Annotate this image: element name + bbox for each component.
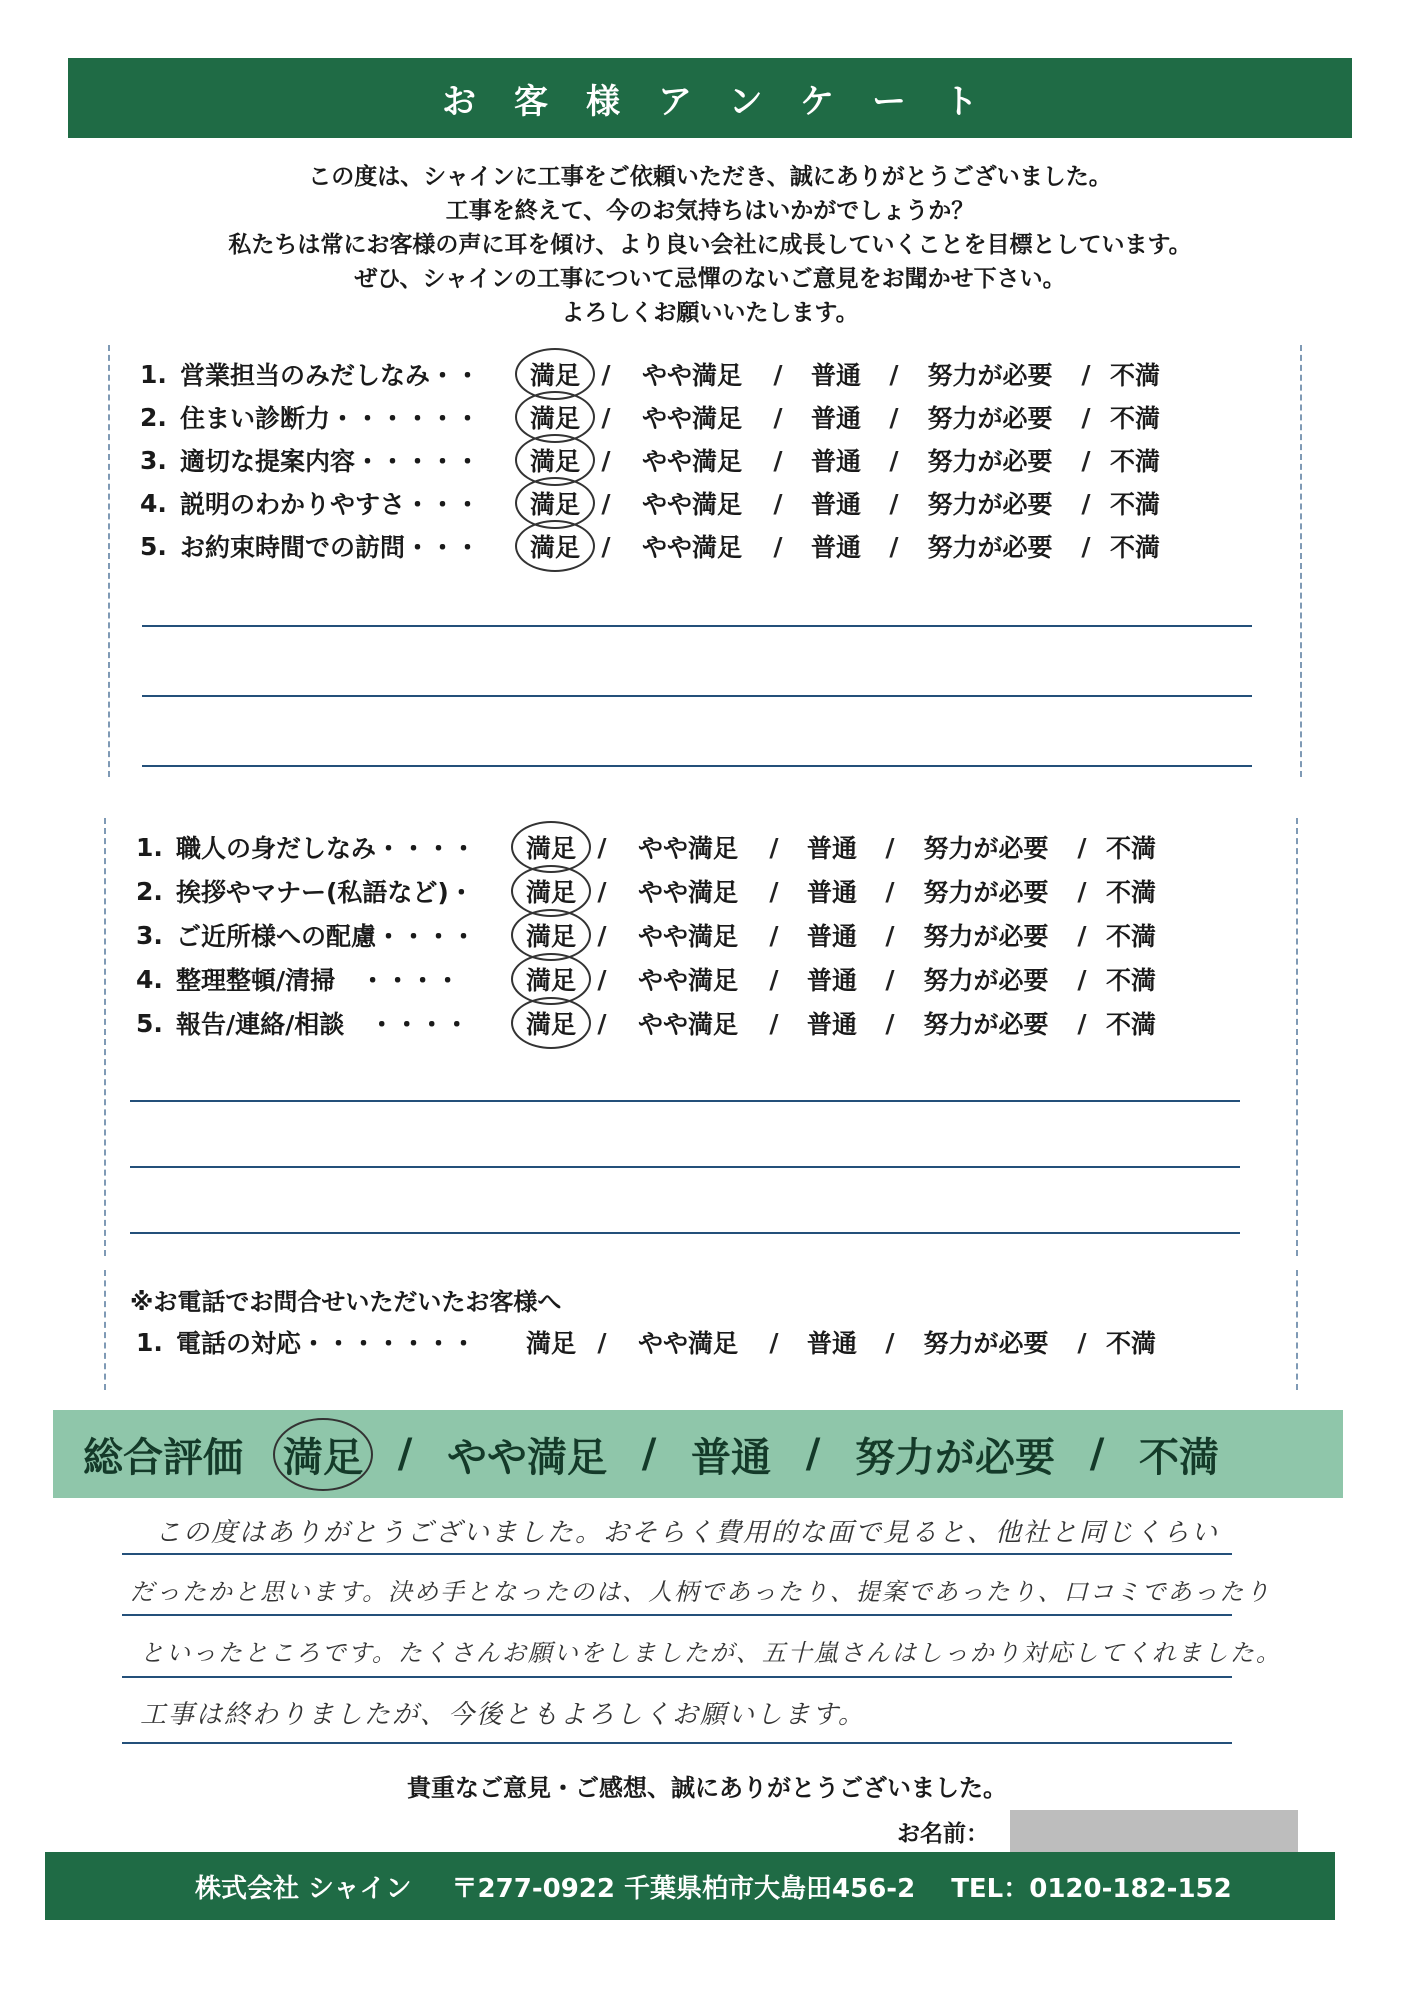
option-somewhat-satisfied[interactable]: やや満足 (641, 490, 742, 519)
option-somewhat-satisfied[interactable]: やや満足 (637, 834, 738, 863)
question-number: 5. (136, 1008, 163, 1038)
comment-line-text: といったところです。たくさんお願いをしましたが、五十嵐さんはしっかり対応してくれました。 (140, 1639, 1282, 1667)
separator: / (641, 1431, 657, 1477)
question-row (106, 918, 1326, 952)
comment-line (122, 1742, 1232, 1744)
separator: / (769, 920, 779, 950)
overall-option-satisfied[interactable]: 満足 (283, 1426, 363, 1483)
separator: / (601, 531, 611, 561)
option-satisfied[interactable]: 満足 (521, 961, 581, 997)
option-dissatisfied[interactable]: 不満 (1105, 1010, 1156, 1039)
option-satisfied[interactable]: 満足 (521, 917, 581, 953)
company-tel: TEL：0120-182-152 (951, 1873, 1232, 1904)
option-dissatisfied[interactable]: 不満 (1109, 404, 1160, 433)
option-average[interactable]: 普通 (806, 922, 857, 951)
intro-line: ぜひ、シャインの工事について忌憚のないご意見をお聞かせ下さい。 (354, 266, 1066, 292)
separator: / (1081, 531, 1091, 561)
separator: / (601, 402, 611, 432)
comment-line (122, 1614, 1232, 1616)
option-somewhat-satisfied[interactable]: やや満足 (641, 447, 742, 476)
separator: / (773, 531, 783, 561)
separator: / (597, 1327, 607, 1357)
question-number: 3. (140, 445, 167, 475)
question-row (110, 443, 1330, 477)
question-label: 住まい診断力・・・・・・ (180, 404, 481, 433)
company-address: 〒277-0922 千葉県柏市大島田456-2 (451, 1873, 916, 1904)
separator: / (885, 876, 895, 906)
separator: / (769, 964, 779, 994)
question-row (106, 830, 1326, 864)
question-row (106, 874, 1326, 908)
option-average[interactable]: 普通 (806, 1010, 857, 1039)
separator: / (601, 445, 611, 475)
option-somewhat-satisfied[interactable]: やや満足 (637, 878, 738, 907)
option-average[interactable]: 普通 (806, 834, 857, 863)
intro-line: よろしくお願いいたします。 (561, 300, 859, 326)
option-needs-effort[interactable]: 努力が必要 (927, 447, 1053, 476)
separator: / (885, 964, 895, 994)
option-somewhat-satisfied[interactable]: やや満足 (637, 922, 738, 951)
option-satisfied[interactable]: 満足 (525, 442, 585, 478)
separator: / (769, 1327, 779, 1357)
survey-title: お客様アンケート (442, 81, 1016, 122)
intro-line: 工事を終えて、今のお気持ちはいかがでしょうか？ (445, 198, 975, 224)
intro-line: 私たちは常にお客様の声に耳を傾け、より良い会社に成長していくことを目標としています。 (228, 232, 1192, 258)
question-number: 2. (140, 402, 167, 432)
comment-line (142, 625, 1252, 627)
option-average[interactable]: 普通 (810, 361, 861, 390)
option-needs-effort[interactable]: 努力が必要 (927, 490, 1053, 519)
comment-line (122, 1553, 1232, 1555)
question-row (106, 962, 1326, 996)
separator: / (601, 488, 611, 518)
question-number: 4. (136, 964, 163, 994)
option-satisfied[interactable]: 満足 (525, 399, 585, 435)
question-label: 整理整頓/清掃 ・・・・ (176, 966, 461, 995)
overall-option-dissatisfied[interactable]: 不満 (1139, 1434, 1219, 1481)
question-row (110, 486, 1330, 520)
option-needs-effort[interactable]: 努力が必要 (927, 404, 1053, 433)
separator: / (885, 1327, 895, 1357)
comment-line (142, 695, 1252, 697)
thanks-text: 貴重なご意見・ご感想、誠にありがとうございました。 (407, 1774, 1007, 1802)
option-dissatisfied[interactable]: 不満 (1109, 490, 1160, 519)
question-row (110, 357, 1330, 391)
option-somewhat-satisfied[interactable]: やや満足 (641, 361, 742, 390)
overall-rating (53, 1410, 1343, 1498)
option-somewhat-satisfied[interactable]: やや満足 (637, 1329, 738, 1358)
option-average[interactable]: 普通 (810, 404, 861, 433)
comment-line (130, 1166, 1240, 1168)
question-label: 適切な提案内容・・・・・ (180, 447, 481, 476)
separator: / (1089, 1431, 1105, 1477)
intro-text (110, 160, 1310, 330)
separator: / (889, 359, 899, 389)
separator: / (885, 1008, 895, 1038)
comment-line (130, 1232, 1240, 1234)
question-row (110, 529, 1330, 563)
separator: / (597, 920, 607, 950)
option-satisfied[interactable]: 満足 (525, 356, 585, 392)
question-row (106, 1006, 1326, 1040)
question-number: 1. (136, 832, 163, 862)
overall-option-needs-effort[interactable]: 努力が必要 (855, 1434, 1055, 1481)
option-somewhat-satisfied[interactable]: やや満足 (637, 1010, 738, 1039)
separator: / (889, 445, 899, 475)
question-number: 4. (140, 488, 167, 518)
separator: / (769, 1008, 779, 1038)
option-average[interactable]: 普通 (810, 447, 861, 476)
question-label: 営業担当のみだしなみ・・ (180, 361, 481, 390)
name-label: お名前： (897, 1821, 989, 1847)
option-average[interactable]: 普通 (806, 1329, 857, 1358)
separator: / (1081, 445, 1091, 475)
separator: / (1077, 920, 1087, 950)
separator: / (773, 445, 783, 475)
separator: / (1077, 1008, 1087, 1038)
section-craftsmen (104, 818, 1298, 1256)
option-needs-effort[interactable]: 努力が必要 (923, 834, 1049, 863)
question-label: ご近所様への配慮・・・・ (176, 922, 477, 951)
comment-line (142, 765, 1252, 767)
section-sales (108, 345, 1302, 777)
option-satisfied[interactable]: 満足 (525, 485, 585, 521)
option-needs-effort[interactable]: 努力が必要 (923, 1010, 1049, 1039)
question-label: 職人の身だしなみ・・・・ (176, 834, 477, 863)
option-average[interactable]: 普通 (810, 533, 861, 562)
overall-option-average[interactable]: 普通 (691, 1434, 771, 1481)
separator: / (597, 964, 607, 994)
comment-line-text: 工事は終わりましたが、今後ともよろしくお願いします。 (140, 1700, 866, 1730)
option-average[interactable]: 普通 (806, 878, 857, 907)
option-needs-effort[interactable]: 努力が必要 (923, 922, 1049, 951)
comment-line (122, 1676, 1232, 1678)
question-label: 挨拶やマナー(私語など)・ (176, 878, 474, 907)
separator: / (1077, 1327, 1087, 1357)
phone-heading: ※お電話でお問合せいただいたお客様へ (130, 1288, 562, 1316)
option-needs-effort[interactable]: 努力が必要 (927, 361, 1053, 390)
overall-option-somewhat-satisfied[interactable]: やや満足 (447, 1434, 607, 1481)
separator: / (597, 876, 607, 906)
separator: / (769, 876, 779, 906)
separator: / (601, 359, 611, 389)
separator: / (397, 1431, 413, 1477)
option-somewhat-satisfied[interactable]: やや満足 (637, 966, 738, 995)
option-dissatisfied[interactable]: 不満 (1105, 966, 1156, 995)
option-satisfied[interactable]: 満足 (525, 528, 585, 564)
option-satisfied[interactable]: 満足 (525, 1329, 576, 1358)
comment-line-text: この度はありがとうございました。おそらく費用的な面で見ると、他社と同じくらい (155, 1518, 1220, 1548)
separator: / (1077, 832, 1087, 862)
question-number: 5. (140, 531, 167, 561)
option-dissatisfied[interactable]: 不満 (1105, 922, 1156, 951)
option-needs-effort[interactable]: 努力が必要 (927, 533, 1053, 562)
separator: / (773, 402, 783, 432)
question-number: 2. (136, 876, 163, 906)
separator: / (597, 832, 607, 862)
comment-line (130, 1100, 1240, 1102)
separator: / (773, 359, 783, 389)
option-dissatisfied[interactable]: 不満 (1105, 1329, 1156, 1358)
question-row (136, 1325, 1296, 1359)
question-number: 1. (136, 1327, 163, 1357)
question-label: 報告/連絡/相談 ・・・・ (176, 1010, 470, 1039)
separator: / (1077, 876, 1087, 906)
intro-line: この度は、シャインに工事をご依頼いただき、誠にありがとうございました。 (308, 164, 1112, 190)
option-needs-effort[interactable]: 努力が必要 (923, 966, 1049, 995)
comment-line-text: だったかと思います。決め手となったのは、人柄であったり、提案であったり、口コミであったり (130, 1578, 1272, 1606)
separator: / (1077, 964, 1087, 994)
option-needs-effort[interactable]: 努力が必要 (923, 1329, 1049, 1358)
option-dissatisfied[interactable]: 不満 (1109, 361, 1160, 390)
separator: / (1081, 488, 1091, 518)
overall-label: 総合評価 (83, 1434, 243, 1481)
survey-header (68, 58, 1352, 138)
question-number: 1. (140, 359, 167, 389)
separator: / (885, 920, 895, 950)
question-label: お約束時間での訪問・・・ (180, 533, 481, 562)
option-average[interactable]: 普通 (810, 490, 861, 519)
option-satisfied[interactable]: 満足 (521, 1005, 581, 1041)
option-dissatisfied[interactable]: 不満 (1105, 878, 1156, 907)
option-dissatisfied[interactable]: 不満 (1109, 447, 1160, 476)
separator: / (889, 488, 899, 518)
option-dissatisfied[interactable]: 不満 (1105, 834, 1156, 863)
separator: / (885, 832, 895, 862)
option-somewhat-satisfied[interactable]: やや満足 (641, 533, 742, 562)
question-number: 3. (136, 920, 163, 950)
question-row (110, 400, 1330, 434)
separator: / (889, 402, 899, 432)
option-dissatisfied[interactable]: 不満 (1109, 533, 1160, 562)
question-label: 説明のわかりやすさ・・・ (180, 490, 481, 519)
option-average[interactable]: 普通 (806, 966, 857, 995)
separator: / (889, 531, 899, 561)
separator: / (773, 488, 783, 518)
question-label: 電話の対応・・・・・・・ (176, 1329, 477, 1358)
separator: / (1081, 402, 1091, 432)
footer (45, 1852, 1335, 1920)
option-satisfied[interactable]: 満足 (521, 829, 581, 865)
separator: / (1081, 359, 1091, 389)
separator: / (597, 1008, 607, 1038)
option-satisfied[interactable]: 満足 (521, 873, 581, 909)
option-somewhat-satisfied[interactable]: やや満足 (641, 404, 742, 433)
separator: / (805, 1431, 821, 1477)
option-needs-effort[interactable]: 努力が必要 (923, 878, 1049, 907)
separator: / (769, 832, 779, 862)
company-name: 株式会社 シャイン (195, 1873, 412, 1904)
